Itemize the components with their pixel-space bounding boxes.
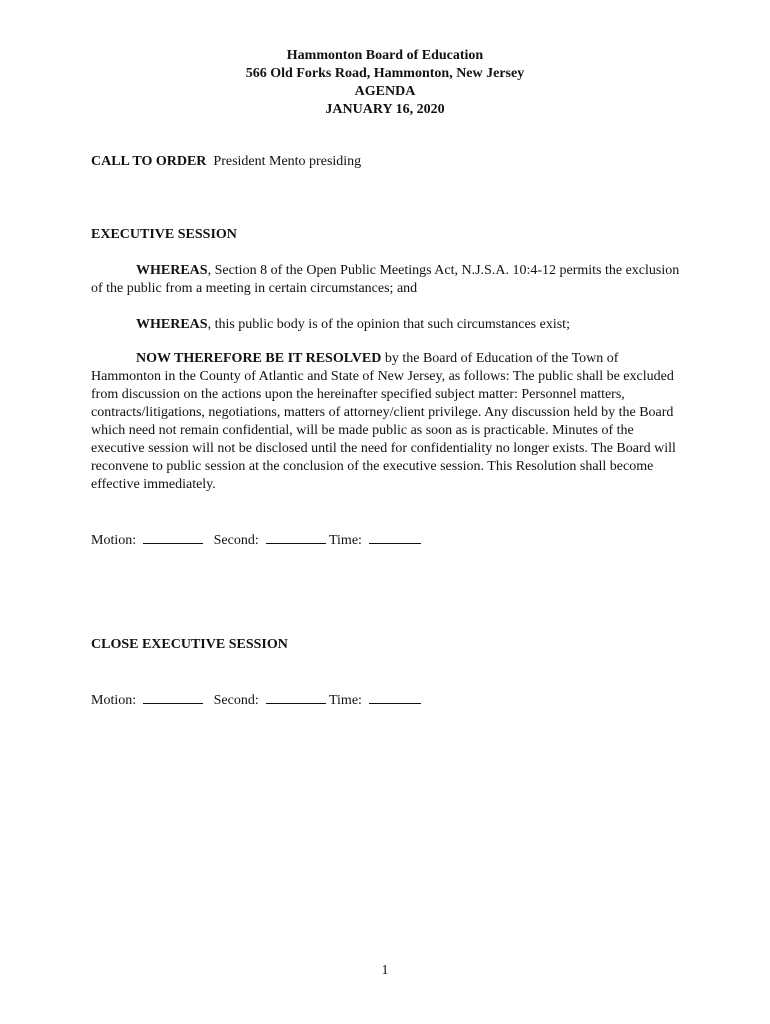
whereas-paragraph-1 <box>91 262 681 298</box>
time-label: Time: <box>328 693 362 708</box>
call-to-order-text: President Mento presiding <box>213 154 362 169</box>
time-blank[interactable] <box>369 690 421 704</box>
org-address: 566 Old Forks Road, Hammonton, New Jersey <box>245 66 525 81</box>
whereas-lead-1: WHEREAS <box>136 263 208 278</box>
call-to-order-heading: CALL TO ORDER <box>91 154 207 169</box>
whereas-text-2: , this public body is of the opinion that such circumstances exist; <box>207 317 570 332</box>
resolved-text: by the Board of Education of the Town of Hammonton in the County of Atlantic and State of New Jersey, as follows: The public shall be excluded from discussion on the actions upon the hereinafter specified subject matter: Personnel matters, contracts/litigations, negotiations, matters of attorney/client privilege. Any discussion held by the Board which need not remain confidential, will be made public as soon as is practicable. Minutes of the executive session will not be disclosed until the need for confidentiality no longer exists. The Board will reconvene to public session at the conclusion of the executive session. This Resolution shall become effective immediately. <box>91 351 676 492</box>
executive-session-heading: EXECUTIVE SESSION <box>91 227 237 242</box>
second-label: Second: <box>213 693 259 708</box>
time-blank[interactable] <box>369 530 421 544</box>
motion-row-executive <box>91 530 691 550</box>
call-to-order <box>91 153 681 171</box>
motion-blank[interactable] <box>143 530 203 544</box>
motion-row-close <box>91 690 691 710</box>
resolved-lead: NOW THEREFORE BE IT RESOLVED <box>136 351 382 366</box>
motion-blank[interactable] <box>143 690 203 704</box>
org-name: Hammonton Board of Education <box>286 48 484 63</box>
page-number: 1 <box>381 963 389 978</box>
motion-label: Motion: <box>91 533 137 548</box>
motion-label: Motion: <box>91 693 137 708</box>
close-executive-session-heading: CLOSE EXECUTIVE SESSION <box>91 637 288 652</box>
time-label: Time: <box>328 533 362 548</box>
whereas-paragraph-2 <box>91 316 681 334</box>
second-blank[interactable] <box>266 690 326 704</box>
whereas-lead-2: WHEREAS <box>136 317 208 332</box>
document-header <box>0 47 770 119</box>
whereas-text-1: , Section 8 of the Open Public Meetings Act, N.J.S.A. 10:4-12 permits the exclusion of the public from a meeting in certain circumstances; and <box>91 263 680 296</box>
meeting-date: JANUARY 16, 2020 <box>325 102 445 117</box>
second-label: Second: <box>213 533 259 548</box>
second-blank[interactable] <box>266 530 326 544</box>
doc-type: AGENDA <box>354 84 416 99</box>
resolved-paragraph <box>91 350 681 494</box>
